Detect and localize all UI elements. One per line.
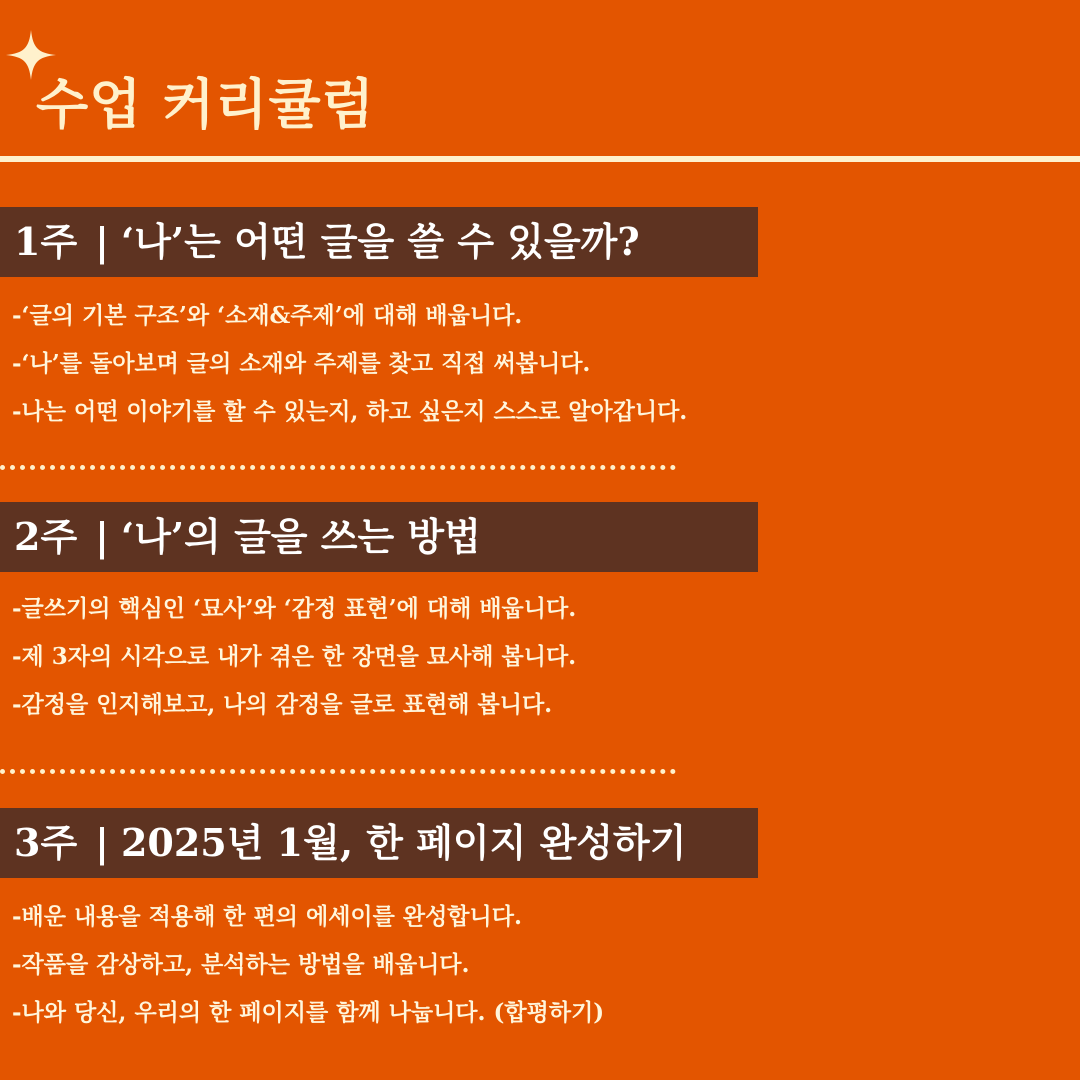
week-1-header	[0, 207, 758, 277]
week-2-items	[12, 585, 576, 729]
week-heading: ‘나’의 글을 쓰는 방법	[120, 514, 481, 559]
week-label: 1주	[14, 219, 78, 264]
week-label: 2주	[14, 514, 78, 559]
list-item: -제 3자의 시각으로 내가 겪은 한 장면을 묘사해 봅니다.	[12, 643, 577, 670]
list-item: -나와 당신, 우리의 한 페이지를 함께 나눕니다. (합평하기)	[12, 999, 605, 1026]
list-item: -‘나’를 돌아보며 글의 소재와 주제를 찾고 직접 써봅니다.	[12, 350, 591, 377]
page-title: 수업 커리큘럼	[36, 73, 375, 136]
list-item: -나는 어떤 이야기를 할 수 있는지, 하고 싶은지 스스로 알아갑니다.	[12, 398, 688, 425]
title-underline	[0, 156, 1080, 162]
list-item: -감정을 인지해보고, 나의 감정을 글로 표현해 봅니다.	[12, 691, 553, 718]
week-2-header	[0, 502, 758, 572]
week-label: 3주	[14, 820, 78, 865]
section-divider	[0, 465, 676, 470]
week-separator: |	[95, 820, 109, 865]
week-separator: |	[95, 514, 109, 559]
list-item: -글쓰기의 핵심인 ‘묘사’와 ‘감정 표현’에 대해 배웁니다.	[12, 595, 577, 622]
list-item: -작품을 감상하고, 분석하는 방법을 배웁니다.	[12, 951, 470, 978]
list-item: -‘글의 기본 구조’와 ‘소재&주제’에 대해 배웁니다.	[12, 302, 523, 329]
week-3-items	[12, 893, 604, 1037]
week-1-items	[12, 292, 687, 436]
week-heading: ‘나’는 어떤 글을 쓸 수 있을까?	[120, 219, 640, 264]
list-item: -배운 내용을 적용해 한 편의 에세이를 완성합니다.	[12, 903, 522, 930]
week-separator: |	[95, 219, 109, 264]
week-heading: 2025년 1월, 한 페이지 완성하기	[120, 820, 687, 865]
week-3-header	[0, 808, 758, 878]
section-divider	[0, 769, 676, 774]
